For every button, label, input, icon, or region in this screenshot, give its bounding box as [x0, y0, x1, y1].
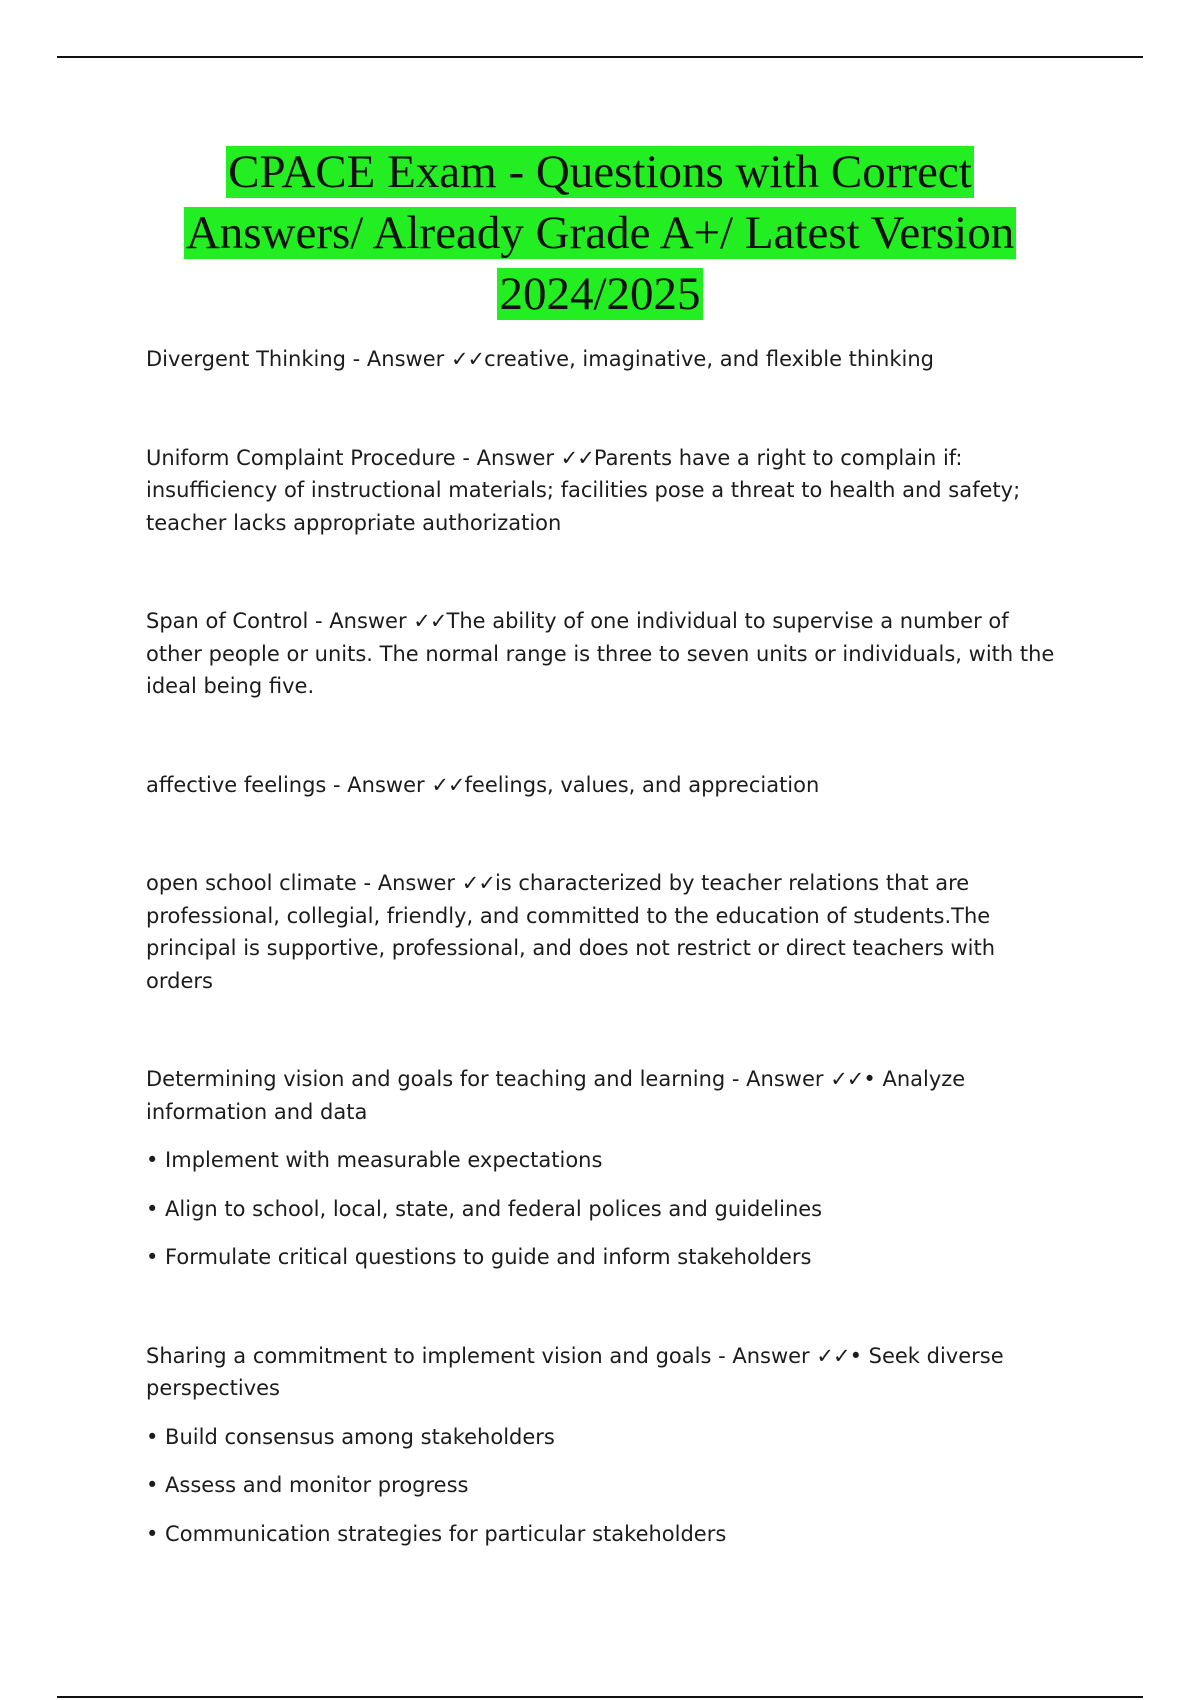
- entry-term: Sharing a commitment to implement vision and goals - Answer: [146, 1343, 817, 1368]
- double-check-icon: ✓✓: [830, 1067, 864, 1091]
- entry-open-school-climate: [146, 867, 1066, 997]
- entry-answer: creative, imaginative, and flexible thinking: [484, 347, 935, 371]
- entry-term: Uniform Complaint Procedure - Answer: [146, 445, 561, 470]
- document-body: [146, 343, 1066, 1550]
- top-rule: [57, 56, 1143, 58]
- entry-sharing-commitment: [146, 1340, 1066, 1551]
- entry-term: Divergent Thinking - Answer: [146, 347, 451, 371]
- title-line-2: Answers/ Already Grade A+/ Latest Version: [185, 207, 1015, 259]
- entry-answer: Parents have a right to complain if: insufficiency of instructional materials; facilities pose a threat to health and safety; teacher lacks appropriate authorization: [146, 445, 1021, 535]
- double-check-icon: ✓✓: [431, 772, 465, 797]
- entry-answer: feelings, values, and appreciation: [464, 772, 820, 797]
- entry-determining-vision: [146, 1063, 1066, 1274]
- entry-answer: The ability of one individual to supervise a number of other people or units. The normal range is three to seven units or individuals, with the ideal being five.: [146, 609, 1055, 698]
- bullet-item: • Implement with measurable expectations: [146, 1148, 603, 1172]
- title-line-3: 2024/2025: [499, 268, 701, 320]
- entry-term: affective feelings - Answer: [146, 772, 432, 797]
- entry-text: [146, 442, 1066, 540]
- bottom-rule: [57, 1696, 1143, 1698]
- bullet-item: • Align to school, local, state, and federal polices and guidelines: [146, 1196, 823, 1221]
- entry-answer: is characterized by teacher relations that are professional, collegial, friendly, and committed to the education of students.The principal is supportive, professional, and does not restrict or direct teachers with orders: [146, 871, 996, 993]
- double-check-icon: ✓✓: [560, 445, 594, 470]
- double-check-icon: ✓✓: [450, 347, 485, 371]
- entry-text: [146, 1063, 1066, 1128]
- entry-text: [146, 867, 1066, 997]
- entry-answer: • Analyze information and data: [146, 1067, 966, 1124]
- entry-divergent-thinking: [146, 343, 1066, 376]
- double-check-icon: ✓✓: [816, 1343, 850, 1368]
- entry-text: [146, 1340, 1066, 1405]
- document-title: [120, 142, 1080, 325]
- entry-text: [146, 343, 1066, 376]
- entry-term: Determining vision and goals for teaching and learning - Answer: [146, 1067, 831, 1091]
- bullet-item: • Formulate critical questions to guide and inform stakeholders: [146, 1245, 812, 1269]
- entry-term: Span of Control - Answer: [146, 609, 414, 633]
- entry-uniform-complaint: [146, 442, 1066, 540]
- entry-answer: • Seek diverse perspectives: [146, 1343, 1004, 1400]
- entry-text: [146, 769, 1066, 802]
- double-check-icon: ✓✓: [413, 609, 447, 633]
- bullet-item: • Assess and monitor progress: [146, 1473, 469, 1497]
- bullet-item: • Build consensus among stakeholders: [146, 1424, 555, 1449]
- title-line-1: CPACE Exam - Questions with Correct: [228, 146, 972, 198]
- entry-affective-feelings: [146, 769, 1066, 802]
- entry-text: [146, 605, 1066, 703]
- entry-term: open school climate - Answer: [146, 871, 462, 895]
- double-check-icon: ✓✓: [461, 871, 495, 895]
- entry-span-of-control: [146, 605, 1066, 703]
- bullet-item: • Communication strategies for particular stakeholders: [146, 1521, 727, 1546]
